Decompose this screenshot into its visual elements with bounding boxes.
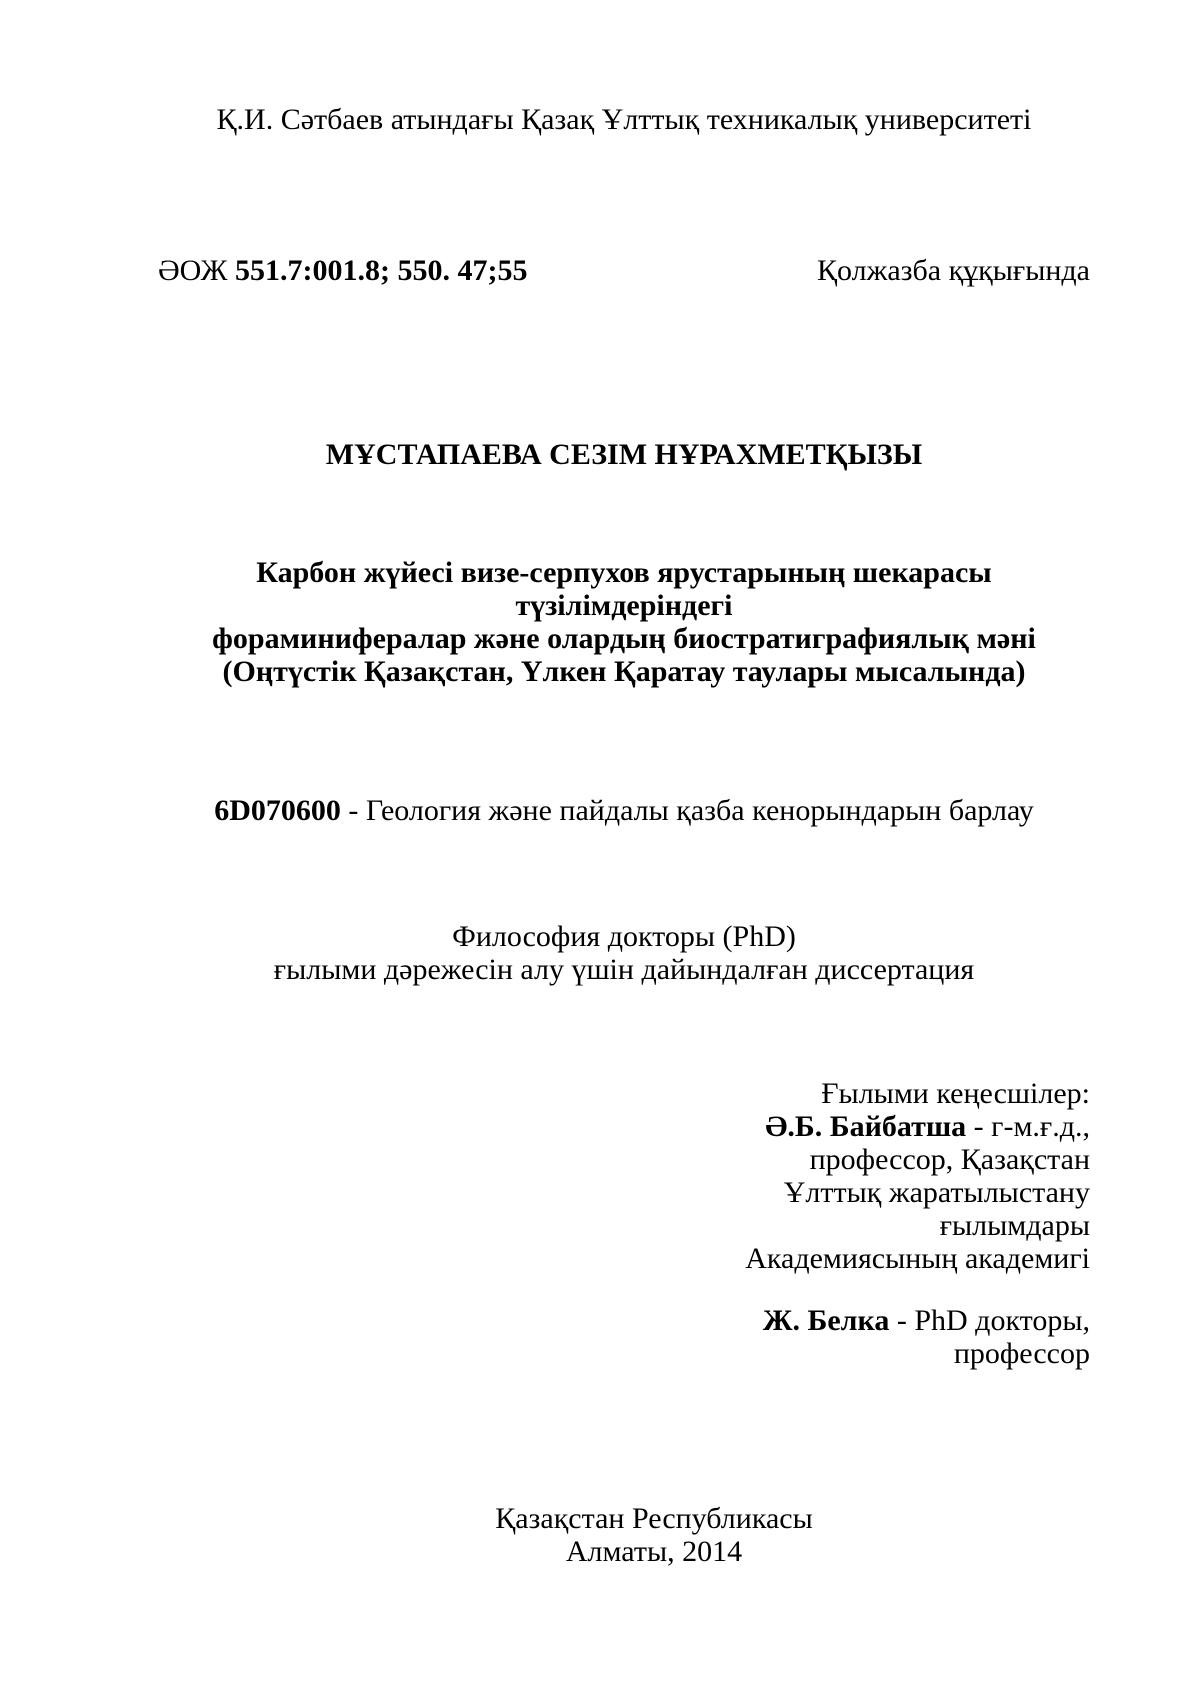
udc-line	[158, 254, 527, 287]
degree-line-2: ғылыми дәрежесін алу үшін дайындалған диссертация	[273, 953, 975, 986]
advisor-2-line-1	[158, 1304, 1090, 1337]
advisor-1-line-4: ғылымдары	[939, 1209, 1090, 1242]
footer	[158, 1502, 1120, 1568]
title-line-2: фораминифералар және олардың биостратиграфиялық мәні	[212, 622, 1036, 655]
advisor-1-title: - г-м.ғ.д.,	[966, 1110, 1090, 1143]
footer-country: Қазақстан Республикасы	[495, 1502, 813, 1535]
advisor-1-line-2: профессор, Қазақстан	[809, 1143, 1090, 1176]
specialty-line	[158, 794, 1090, 827]
title-line-1: Карбон жүйесі визе-серпухов ярустарының шекарасы түзілімдеріндегі	[256, 556, 992, 622]
dissertation-title	[158, 556, 1090, 688]
advisor-1-name: Ә.Б. Байбатша	[765, 1110, 967, 1143]
advisor-2-name: Ж. Белка	[762, 1304, 890, 1337]
degree-line-1: Философия докторы (PhD)	[452, 920, 796, 953]
university-name: Қ.И. Сәтбаев атындағы Қазақ Ұлттық техникалық университеті	[216, 103, 1032, 136]
title-line-3: (Оңтүстік Қазақстан, Үлкен Қаратау таулары мысалында)	[222, 655, 1026, 688]
udc-number: 551.7:001.8; 550. 47;55	[234, 254, 528, 287]
udc-label: ӘОЖ	[158, 254, 235, 287]
specialty-name: - Геология және пайдалы қазба кенорындарын барлау	[340, 794, 1034, 827]
advisor-2-line-2: профессор	[953, 1337, 1090, 1370]
advisor-1-line-3: Ұлттық жаратылыстану	[783, 1176, 1090, 1209]
advisor-1-line-1	[158, 1110, 1090, 1143]
advisors-block	[158, 1077, 1090, 1370]
degree-statement	[158, 920, 1090, 986]
footer-city-year: Алматы, 2014	[565, 1535, 743, 1568]
specialty-code: 6D070600	[214, 794, 341, 827]
advisor-2-title: - PhD докторы,	[889, 1304, 1090, 1337]
udc-row	[158, 254, 1090, 287]
author-name: МҰСТАПАЕВА СЕЗІМ НҰРАХМЕТҚЫЗЫ	[325, 438, 923, 471]
advisors-spacer	[158, 1275, 1090, 1304]
advisors-heading: Ғылыми кеңесшілер:	[821, 1077, 1090, 1110]
manuscript-note: Қолжазба құқығында	[817, 254, 1090, 287]
advisor-1-line-5: Академиясының академигі	[745, 1242, 1090, 1275]
